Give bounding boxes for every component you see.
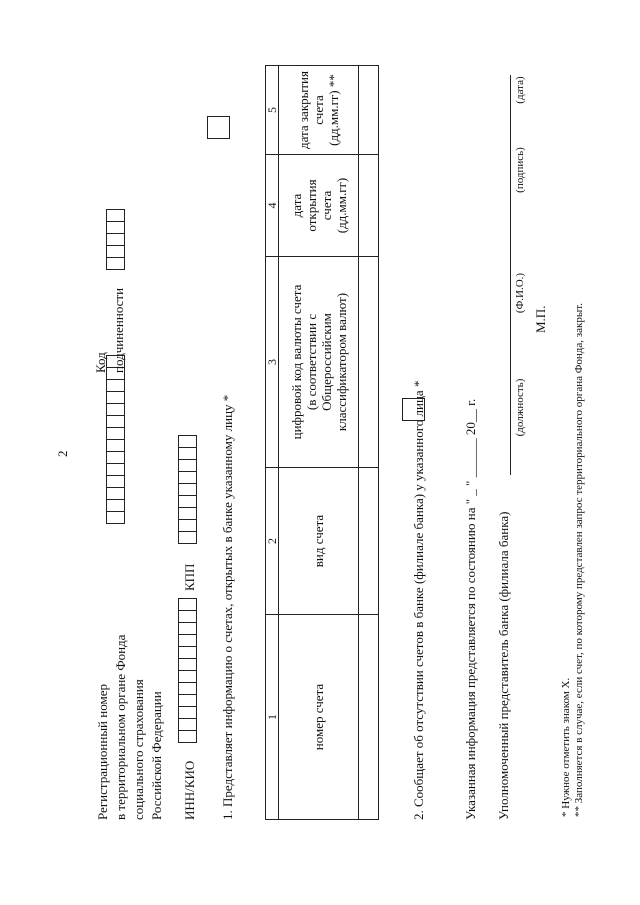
col3-header: цифровой код валюты счета (в соответствии с Общероссийским классификатором валют) — [279, 257, 359, 468]
section2-checkbox[interactable] — [402, 398, 425, 421]
page-number: 2 — [55, 450, 70, 457]
name-caption: (Ф.И.О.) — [514, 272, 526, 314]
col2-number: 2 — [266, 468, 279, 615]
code-label-line-1: Код — [93, 352, 108, 373]
date-caption: (дата) — [514, 76, 526, 104]
inn-cells[interactable] — [178, 598, 197, 742]
col5-number: 5 — [266, 66, 279, 155]
inn-label: ИНН/КИО — [182, 760, 197, 820]
col5-header: дата закрытия счета (дд.мм.гг) ** — [279, 66, 359, 155]
col4-number: 4 — [266, 155, 279, 257]
subordination-code-cells[interactable] — [106, 209, 125, 269]
table-empty-row[interactable] — [359, 66, 379, 820]
section1-text: 1. Представляет информацию о счетах, открытых в банке указанному лицу * — [220, 394, 235, 820]
registration-label-line-1: Регистрационный номер — [95, 684, 110, 820]
position-caption: (должность) — [514, 378, 526, 437]
col3-number: 3 — [266, 257, 279, 468]
stamp-label: М.П. — [533, 305, 548, 333]
footnote-1: * Нужное отметить знаком X. — [560, 677, 572, 817]
col2-header: вид счета — [279, 468, 359, 615]
signature-caption: (подпись) — [514, 147, 526, 193]
kpp-label: КПП — [182, 563, 197, 591]
signatory-label: Уполномоченный представитель банка (филиала банка) — [496, 511, 511, 820]
registration-label-line-4: Российской Федерации — [149, 691, 164, 820]
registration-label-line-2: в территориальном органе Фонда — [113, 634, 128, 820]
accounts-table — [265, 65, 379, 820]
signature-line[interactable] — [510, 75, 511, 475]
col1-number: 1 — [266, 615, 279, 820]
col1-header: номер счета — [279, 615, 359, 820]
section2-text: 2. Сообщает об отсутствии счетов в банке (филиале банка) у указанного лица * — [411, 380, 426, 820]
code-label-line-2: подчиненности — [111, 287, 126, 373]
date-line-text: Указанная информация представляется по состоянию на " _ " ______ 20__ г. — [463, 398, 478, 820]
col4-header: дата открытия счета (дд.мм.гг) — [279, 155, 359, 257]
registration-label-line-3: социального страхования — [131, 679, 146, 820]
registration-number-cells[interactable] — [106, 355, 125, 523]
section1-checkbox[interactable] — [207, 116, 230, 139]
kpp-cells[interactable] — [178, 435, 197, 543]
footnote-2: ** Заполняется в случае, если счет, по которому представлен запрос территориального органа Фонда, закрыт. — [573, 303, 585, 817]
